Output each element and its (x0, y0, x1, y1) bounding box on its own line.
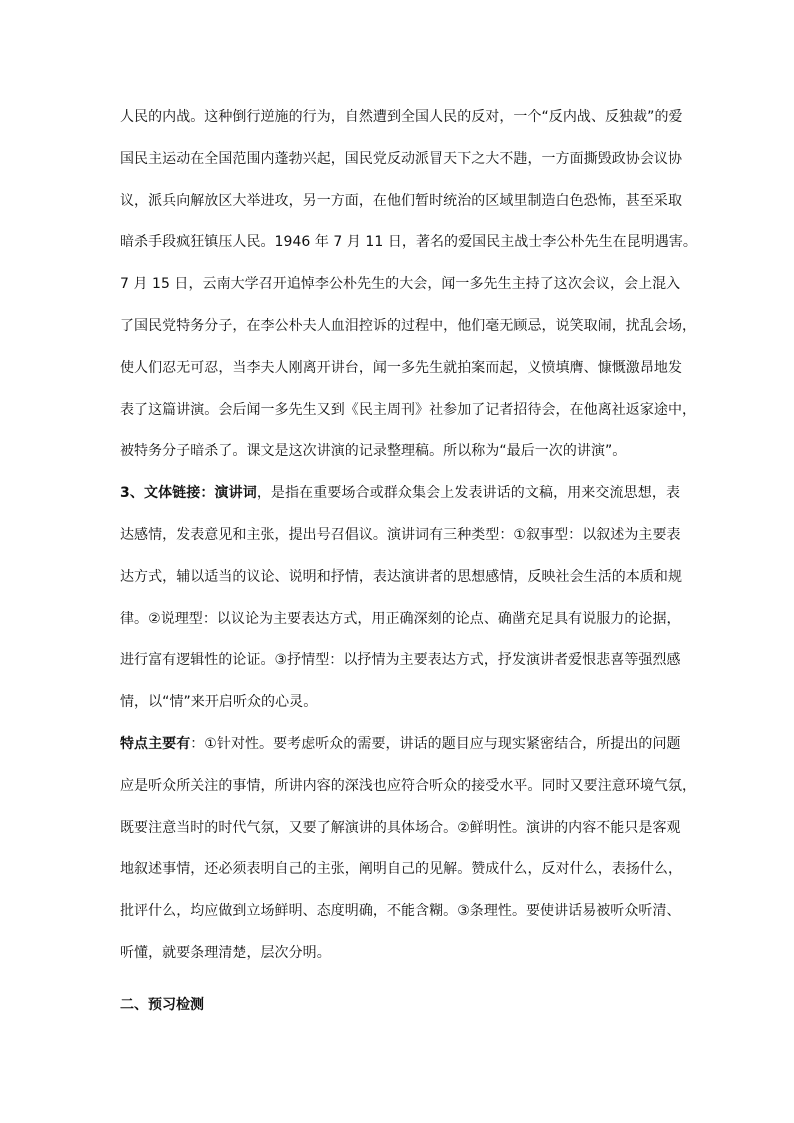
paragraph-background (120, 101, 697, 477)
text-line: 达方式，辅以适当的议论、说明和抒情，表达演讲者的思想感情，反映社会生活的本质和规 (120, 568, 682, 585)
text-line: 进行富有逻辑性的论证。③抒情型：以抒情为主要表达方式，抒发演讲者爱恨悲喜等强烈感 (120, 652, 681, 669)
genre-label: 3、文体链接：演讲词 (120, 485, 257, 502)
text-line: 暗杀手段疯狂镇压人民。1946 年 7 月 11 日，著名的爱国民主战士李公朴先生在昆明遇害。 (120, 234, 697, 251)
text-line: 使人们忍无可忍，当李夫人刚离开讲台，闻一多先生就拍案而起，义愤填膺、慷慨激昂地发 (120, 359, 682, 376)
text-line: 表了这篇讲演。会后闻一多先生又到《民主周刊》社参加了记者招待会，在他离社返家途中， (120, 401, 697, 418)
text-line: 听懂，就要条理清楚，层次分明。 (120, 944, 331, 961)
text-line: 既要注意当时的时代气氛，又要了解演讲的具体场合。②鲜明性。演讲的内容不能只是客观 (120, 819, 681, 836)
text-line: 被特务分子暗杀了。课文是这次讲演的记录整理稿。所以称为“最后一次的讲演”。 (120, 443, 627, 460)
text-line: 了国民党特务分子，在李公朴夫人血泪控诉的过程中，他们毫无顾忌，说笑取闹，扰乱会场， (120, 317, 697, 334)
document-body (120, 101, 697, 1021)
text-line: 国民主运动在全国范围内蓬勃兴起，国民党反动派冒天下之大不韪，一方面撕毁政协会议协 (120, 150, 682, 167)
text-line: 应是听众所关注的事情，所讲内容的深浅也应符合听众的接受水平。同时又要注意环境气氛， (120, 777, 697, 794)
section-heading: 二、预习检测 (120, 996, 204, 1013)
text-line (120, 728, 680, 770)
paragraph-speech-genre (120, 477, 680, 728)
text-line: 议，派兵向解放区大举进攻，另一方面，在他们暂时统治的区域里制造白色恐怖，甚至采取 (120, 192, 682, 209)
text-run: ，是指在重要场合或群众集会上发表讲话的文稿，用来交流思想，表 (256, 485, 680, 502)
text-line: 情，以“情”来开启听众的心灵。 (120, 694, 318, 711)
features-label: 特点主要有 (120, 735, 191, 752)
text-line: 人民的内战。这种倒行逆施的行为，自然遭到全国人民的反对，一个“反内战、反独裁”的爱 (120, 109, 683, 125)
text-line (120, 477, 680, 519)
text-line: 地叙述事情，还必须表明自己的主张，阐明自己的见解。赞成什么，反对什么，表扬什么， (120, 861, 682, 878)
text-line: 7 月 15 日，云南大学召开追悼李公朴先生的大会，闻一多先生主持了这次会议，会上混入 (120, 276, 681, 293)
paragraph-features (120, 728, 697, 979)
text-line: 达感情，发表意见和主张，提出号召倡议。演讲词有三种类型：①叙事型：以叙述为主要表 (120, 526, 681, 543)
text-run: ：①针对性。要考虑听众的需要，讲话的题目应与现实紧密结合，所提出的问题 (190, 735, 681, 752)
text-line: 律。②说理型：以议论为主要表达方式，用正确深刻的论点、确凿充足具有说服力的论据， (120, 610, 681, 627)
text-line: 批评什么，均应做到立场鲜明、态度明确，不能含糊。③条理性。要使讲话易被听众听清、 (120, 903, 681, 920)
